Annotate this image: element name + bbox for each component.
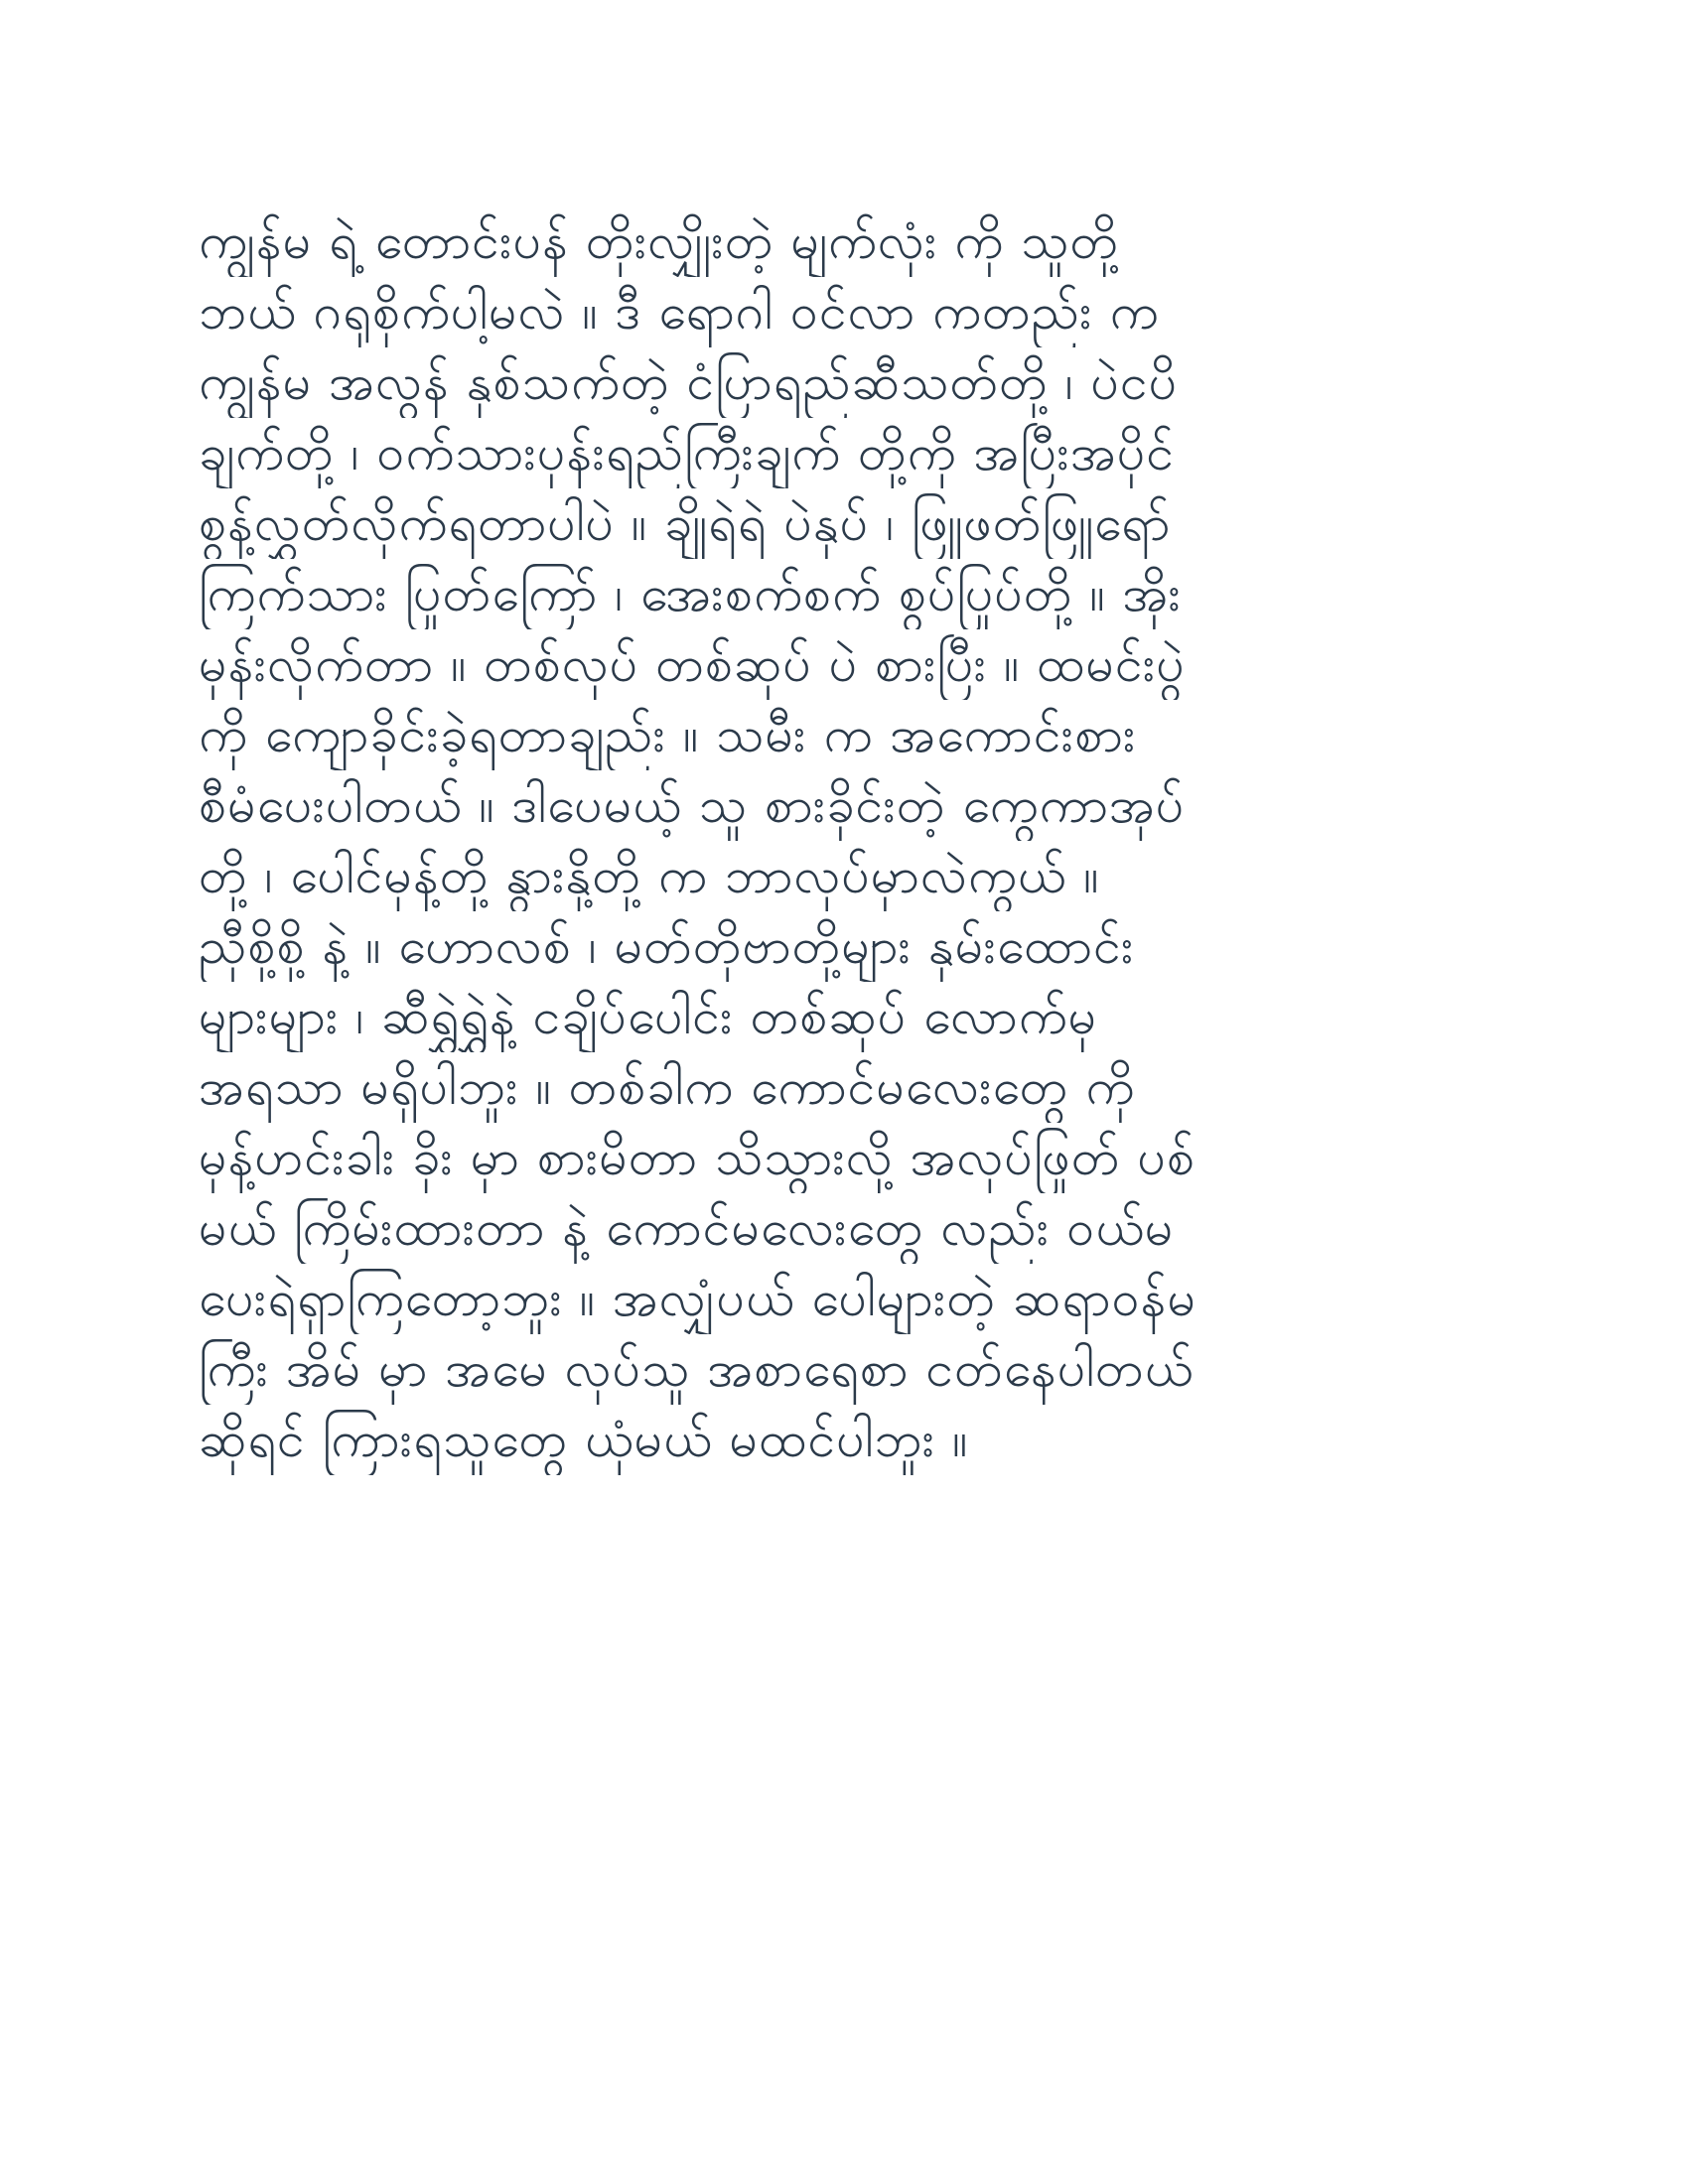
text-line: တို့ ၊ ပေါင်မုန့်တို့ နွားနို့တို့ က ဘာလုပ်မှာလဲကွယ် ။ [199, 847, 1100, 904]
text-line: မုန့်ဟင်းခါး ခိုး မှာ စားမိတာ သိသွားလို့ အလုပ်ဖြုတ် ပစ် [199, 1129, 1196, 1186]
text-line: ဘယ် ဂရုစိုက်ပါ့မလဲ ။ ဒီ ရောဂါ ဝင်လာ ကတည်း က [199, 283, 1160, 341]
text-line: ညှီစို့စို့ နဲ့ ။ ဟောလစ် ၊ မတ်တိုဗာတို့များ နှမ်းထောင်း [199, 917, 1135, 975]
text-line: ကို ကျောခိုင်းခဲ့ရတာချည်း ။ သမီး က အကောင်းစား [199, 706, 1137, 763]
text-line: မုန်းလိုက်တာ ။ တစ်လုပ် တစ်ဆုပ် ပဲ စားပြီး ။ ထမင်းပွဲ [199, 635, 1186, 693]
text-line: ကျွန်မ ရဲ့ တောင်းပန် တိုးလျှိုးတဲ့ မျက်လုံး ကို သူတို့ [199, 212, 1120, 270]
text-line: များများ ၊ ဆီရွှဲရွှဲနဲ့ ငချိပ်ပေါင်း တစ်ဆုပ် လောက်မှ [199, 988, 1098, 1045]
text-line: မယ် ကြိမ်းထားတာ နဲ့ ကောင်မလေးတွေ လည်း ဝယ်မ [199, 1199, 1175, 1257]
text-line: အရသာ မရှိပါဘူး ။ တစ်ခါက ကောင်မလေးတွေ ကို [199, 1058, 1136, 1116]
text-line: ကျွန်မ အလွန် နှစ်သက်တဲ့ ငံပြာရည်ဆီသတ်တို့ ၊ ပဲငပိ [199, 353, 1179, 411]
text-line: စွန့်လွှတ်လိုက်ရတာပါပဲ ။ ချိုရဲရဲ ပဲနှပ် ၊ ဖြူဖတ်ဖြူရော် [199, 494, 1172, 552]
text-line: ကြက်သား ပြုတ်ကြော် ၊ အေးစက်စက် စွပ်ပြုပ်တို့ ။ အိုး [199, 565, 1183, 622]
text-line: ချက်တို့ ၊ ဝက်သားပုန်းရည်ကြီးချက် တို့ကို အပြီးအပိုင် [199, 424, 1176, 481]
text-line: ကြီး အိမ် မှာ အမေ လုပ်သူ အစာရေစာ ငတ်နေပါတယ် [199, 1340, 1195, 1398]
text-line: ဆိုရင် ကြားရသူတွေ ယုံမယ် မထင်ပါဘူး ။ [199, 1411, 969, 1468]
text-line: စီမံပေးပါတယ် ။ ဒါပေမယ့် သူ စားခိုင်းတဲ့ ကွေကာအုပ် [199, 776, 1186, 834]
body-text [199, 206, 1509, 1475]
text-line: ပေးရဲရှာကြတော့ဘူး ။ အလျှံပယ် ပေါများတဲ့ ဆရာဝန်မ [199, 1270, 1197, 1327]
